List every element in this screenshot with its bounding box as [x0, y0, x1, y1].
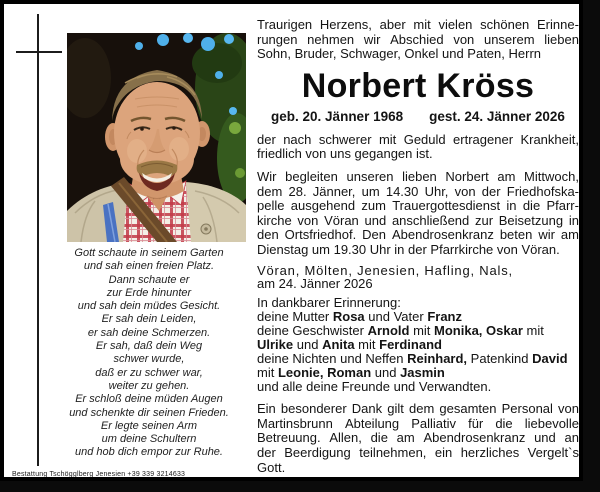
text-line: Ulrike und Anita mit Ferdinand — [257, 337, 442, 353]
announcement-column — [257, 18, 579, 475]
announcement-date: am 24. Jänner 2026 — [257, 276, 373, 292]
text-line: friedlich von uns gegangen ist. — [257, 146, 433, 162]
death-date: gest. 24. Jänner 2026 — [429, 108, 565, 124]
text-line: der nach schwerer mit Geduld ertragener Krankheit, — [257, 131, 579, 147]
intro-paragraph — [257, 18, 579, 62]
text-line: Sohn, Bruder, Schwager, Onkel und Paten, Herrn — [257, 46, 542, 62]
portrait-photo — [67, 33, 246, 242]
text-line: der Beerdigung teilnehmen, ein herzliches Vergelt`s — [257, 444, 579, 460]
text-line: dem 28. Jänner, um 14.30 Uhr, von der Friedhofska- — [257, 183, 579, 199]
text-line: zur Erde hinunter — [106, 286, 192, 299]
family-members — [257, 310, 579, 394]
text-line: Martinsbrunn Abteilung Palliativ für die liebevolle — [257, 415, 579, 431]
text-line: um deine Schultern — [101, 433, 197, 446]
funeral-home-info: Bestattung Tschögglberg Jenesien +39 339 3214633 — [12, 471, 186, 478]
birth-date: geb. 20. Jänner 1968 — [271, 108, 404, 124]
portrait-photo-illustration — [67, 33, 246, 242]
text-line: Ein besonderer Dank gilt dem gesamten Personal von — [257, 401, 579, 417]
text-line: kirche von Vöran und anschließend zur Beisetzung in — [257, 212, 579, 228]
text-line: Wir begleiten unseren lieben Norbert am Mittwoch, — [257, 168, 579, 184]
text-line: pelle ausgehend zum Trauergottesdienst in die Pfarr- — [257, 198, 579, 214]
funeral-paragraph — [257, 170, 579, 258]
memorial-poem — [30, 247, 268, 460]
text-line: mit Leonie, Roman und Jasmin — [257, 365, 445, 381]
places-and-date — [257, 264, 579, 292]
remembrance-heading: In dankbarer Erinnerung: — [257, 295, 401, 311]
places-line: Vöran, Mölten, Jenesien, Hafling, Nals, — [257, 262, 513, 278]
text-line: Gott. — [257, 459, 286, 475]
text-line: deine Nichten und Neffen Reinhard, Patenkind David — [257, 351, 568, 367]
text-line: schwer wurde, — [113, 353, 185, 366]
text-line: Dienstag um 19.30 Uhr in der Pfarrkirche von Vöran. — [257, 241, 560, 257]
text-line: den Ortsfriedhof. Den Abendrosenkranz beten wir am — [257, 227, 579, 243]
text-line: und alle deine Freunde und Verwandten. — [257, 379, 492, 395]
text-line: Er schloß deine müden Augen — [75, 393, 223, 406]
text-line: und sah dein müdes Gesicht. — [77, 300, 221, 313]
text-line: Er sah dein Leiden, — [101, 313, 197, 326]
text-line: deine Geschwister Arnold mit Monika, Oskar mit — [257, 323, 544, 339]
text-line: Betreuung. Allen, die am Abendrosenkranz und an — [257, 430, 579, 446]
text-line: Traurigen Herzens, aber mit vielen schönen Erinne- — [257, 17, 579, 32]
life-dates — [257, 109, 579, 125]
illness-paragraph — [257, 133, 579, 162]
thanks-paragraph — [257, 402, 579, 475]
text-line: rungen nehmen wir Abschied von unserem lieben — [257, 31, 579, 47]
text-line: und schenkte dir seinen Frieden. — [69, 406, 229, 419]
text-line: deine Mutter Rosa und Vater Franz — [257, 309, 462, 325]
text-line: Er legte seinen Arm — [100, 419, 198, 432]
text-line: und hob dich empor zur Ruhe. — [75, 446, 223, 459]
text-line: weiter zu gehen. — [108, 379, 190, 392]
remembrance-block — [257, 296, 579, 394]
latin-cross-icon — [16, 51, 62, 53]
text-line: Dann schaute er — [108, 273, 190, 286]
text-line: er sah deine Schmerzen. — [87, 326, 211, 339]
deceased-name: Norbert Kröss — [301, 66, 535, 105]
text-line: Gott schaute in seinem Garten — [74, 247, 224, 259]
text-line: Er sah, daß dein Weg — [95, 340, 203, 353]
text-line: daß er zu schwer war, — [95, 366, 203, 379]
text-line: und sah einen freien Platz. — [83, 260, 215, 273]
